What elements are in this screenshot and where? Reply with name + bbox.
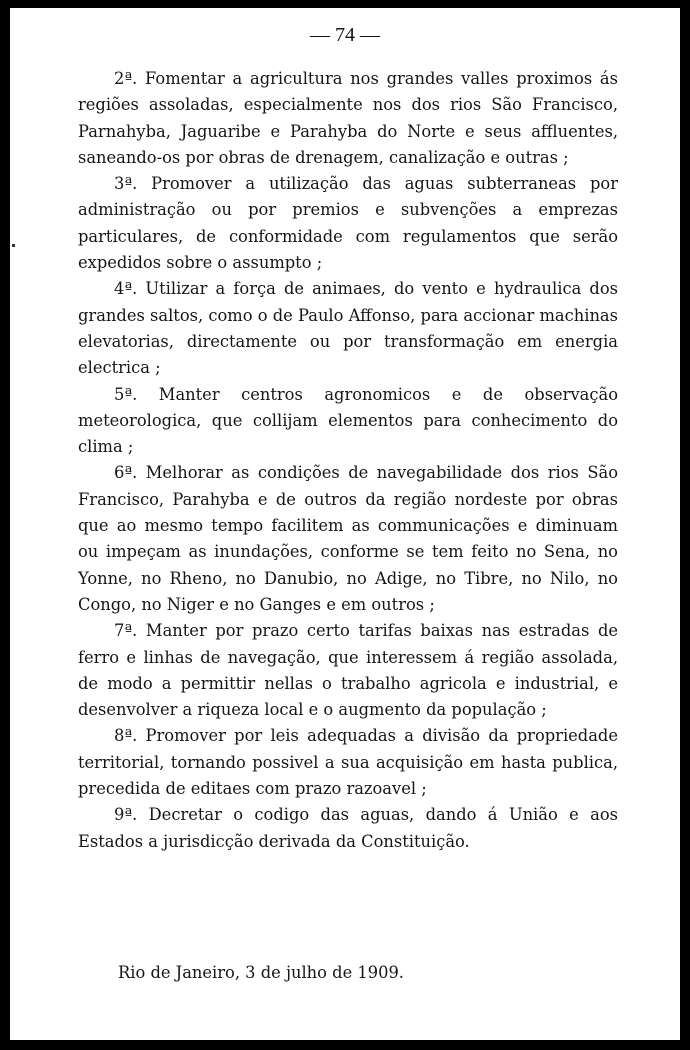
page-number: — 74 — xyxy=(310,24,380,46)
paragraph-9: 9ª. Decretar o codigo das aguas, dando á União e aos Estados a jurisdicção derivada da Constituição. xyxy=(78,805,618,851)
paragraph-2: 2ª. Fomentar a agricultura nos grandes valles proximos ás regiões assoladas, especialmente nos dos rios São Francisco, Parnahyba, Jaguaribe e Parahyba do Norte e seus affluentes, saneando-os por obras de drenagem, canalização e outras ; xyxy=(78,69,618,167)
document-page xyxy=(10,8,680,1040)
paragraph-8: 8ª. Promover por leis adequadas a divisão da propriedade territorial, tornando possivel a sua acquisição em hasta publica, precedida de editaes com prazo razoavel ; xyxy=(78,726,618,799)
paragraph-7: 7ª. Manter por prazo certo tarifas baixas nas estradas de ferro e linhas de navegação, que interessem á região assolada, de modo a permittir nellas o trabalho agricola e industrial, e desenvolver a riqueza local e o augmento da população ; xyxy=(78,621,618,720)
closing-date-line: Rio de Janeiro, 3 de julho de 1909. xyxy=(118,963,404,982)
paragraph-3: 3ª. Promover a utilização das aguas subterraneas por administração ou por premios e subvenções a emprezas particulares, de conformidade com regulamentos que serão expedidos sobre o assumpto ; xyxy=(78,174,618,273)
paragraph-5: 5ª. Manter centros agronomicos e de observação meteorologica, que collijam elementos para conhecimento do clima ; xyxy=(78,384,618,457)
paragraph-4: 4ª. Utilizar a força de animaes, do vento e hydraulica dos grandes saltos, como o de Paulo Affonso, para accionar machinas elevatorias, directamente ou por transformação em energia electrica ; xyxy=(78,279,618,378)
body-text xyxy=(78,66,618,855)
ink-speck xyxy=(12,244,15,247)
paragraph-6: 6ª. Melhorar as condições de navegabilidade dos rios São Francisco, Parahyba e de outros da região nordeste por obras que ao mesmo tempo facilitem as communicações e diminuam ou impeçam as inundações, conforme se tem feito no Sena, no Yonne, no Rheno, no Danubio, no Adige, no Tibre, no Nilo, no Congo, no Niger e no Ganges e em outros ; xyxy=(78,463,618,614)
